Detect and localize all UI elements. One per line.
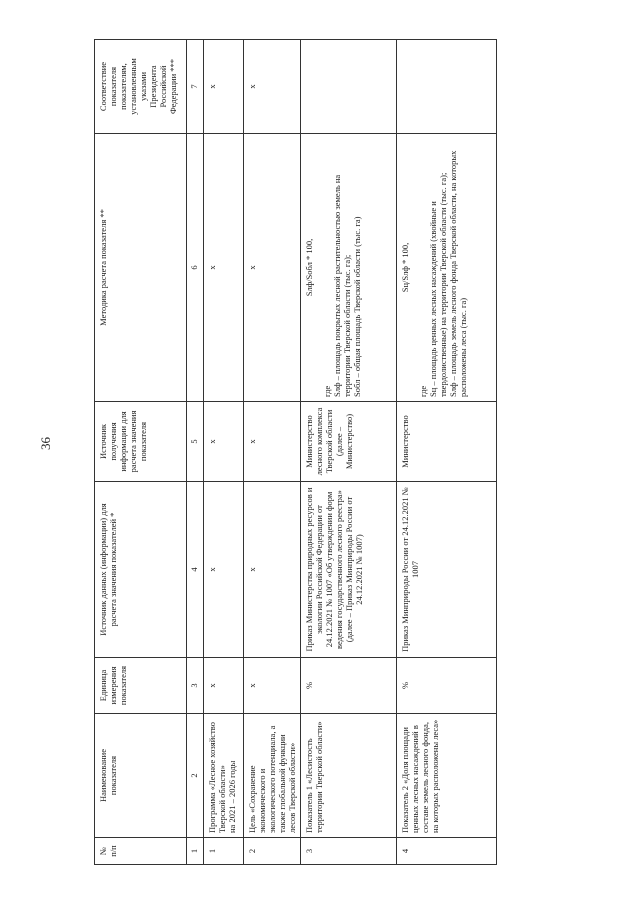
method-text: где Sлф – площадь покрытых лесной растительностью земель на территории Тверской области (тыс. га); Sобл – общая площадь Тверской области (тыс. га) — [322, 174, 363, 397]
column-number: 4 — [187, 482, 204, 658]
header-cell: Единица измерения показателя — [95, 658, 187, 714]
info-source-cell: х — [204, 402, 244, 482]
unit-cell: % — [301, 658, 397, 714]
header-cell: Методика расчета показателя ** — [95, 134, 187, 402]
method-cell — [244, 134, 301, 402]
column-number: 7 — [187, 40, 204, 134]
row-number: 3 — [301, 838, 397, 865]
page-number: 36 — [38, 437, 53, 450]
column-number: 2 — [187, 714, 204, 838]
indicator-name: Программа «Лесное хозяйство Тверской области» на 2021 – 2026 годы — [204, 714, 244, 838]
compliance-cell — [397, 40, 497, 134]
table-row — [397, 40, 497, 865]
method-cell — [204, 134, 244, 402]
compliance-cell: х — [204, 40, 244, 134]
method-text: х — [247, 265, 257, 270]
table-row — [204, 40, 244, 865]
indicator-name: Цель «Сохранение экономического и экологического потенциала, а также глобальной функции лесов Тверской области» — [244, 714, 301, 838]
unit-cell: х — [204, 658, 244, 714]
header-cell: Соответствие показателя показателям, установленным указами Президента Российской Федерации *** — [95, 40, 187, 134]
method-text: х — [207, 265, 217, 270]
data-source-cell: х — [244, 482, 301, 658]
row-number: 2 — [244, 838, 301, 865]
header-cell: Источник получения информации для расчета значения показателя — [95, 402, 187, 482]
header-cell: Источник данных (информации) для расчета значения показателей * — [95, 482, 187, 658]
compliance-cell: х — [244, 40, 301, 134]
indicator-name: Показатель 1 «Лесистость территории Тверской области» — [301, 714, 397, 838]
method-formula: Sц/Sлф * 100, — [400, 242, 411, 293]
unit-cell: % — [397, 658, 497, 714]
method-cell — [301, 134, 397, 402]
column-number: 3 — [187, 658, 204, 714]
info-source-cell: Министерство — [397, 402, 497, 482]
header-row — [95, 40, 187, 865]
unit-cell: х — [244, 658, 301, 714]
column-number-row — [187, 40, 204, 865]
indicator-name: Показатель 2 «Доля площади ценных лесных насаждений в составе земель лесного фонда, на которых расположены леса» — [397, 714, 497, 838]
column-number: 1 — [187, 838, 204, 865]
header-cell: № п/п — [95, 838, 187, 865]
data-source-cell: Приказ Минприроды России от 24.12.2021 № 1007 — [397, 482, 497, 658]
info-source-cell: х — [244, 402, 301, 482]
indicators-table — [94, 39, 497, 865]
info-source-cell: Министерство лесного комплекса Тверской области (далее – Министерство) — [301, 402, 397, 482]
method-formula: Sлф/Sобл * 100, — [304, 238, 315, 297]
compliance-cell — [301, 40, 397, 134]
column-number: 5 — [187, 402, 204, 482]
row-number: 1 — [204, 838, 244, 865]
table-row — [244, 40, 301, 865]
method-text: где Sц – площадь ценных лесных насаждений (хвойные и твердолиственные) на территории Тверской области (тыс. га); Sлф – площадь земель лесного фонда Тверской области, на которых расположены леса (тыс. га) — [418, 150, 469, 397]
column-number: 6 — [187, 134, 204, 402]
rotated-table-wrapper — [94, 40, 629, 865]
table-row — [301, 40, 397, 865]
method-cell — [397, 134, 497, 402]
data-source-cell: Приказ Министерства природных ресурсов и экологии Российской Федерации от 24.12.2021 № 1007 «Об утверждении форм ведения государственного лесного реестра» (далее – Приказ Минприроды России от 24.12.2021 № 1007) — [301, 482, 397, 658]
row-number: 4 — [397, 838, 497, 865]
data-source-cell: х — [204, 482, 244, 658]
header-cell: Наименование показателя — [95, 714, 187, 838]
